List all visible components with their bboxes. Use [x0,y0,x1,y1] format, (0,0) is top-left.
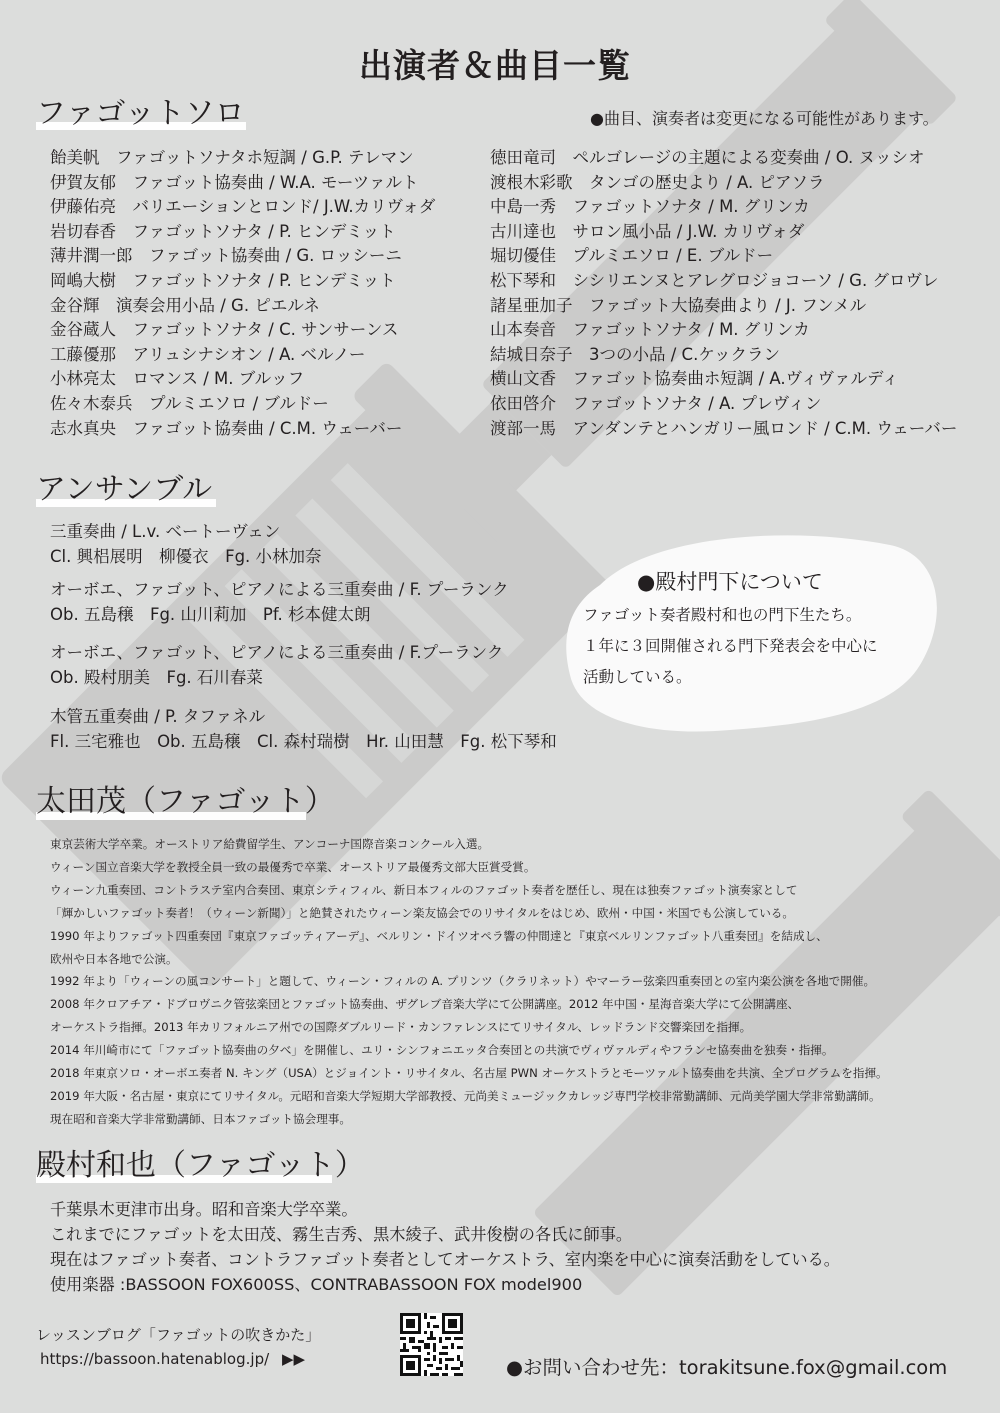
list-item: 古川達也 サロン風小品 / J.W. カリヴォダ [490,221,805,241]
bio-line: 1990 年よりファゴット四重奏団『東京ファゴッティアーデ』、ベルリン・ドイツオペラ響の仲間達と『東京ベルリンファゴット八重奏団』を結成し、 [50,928,828,943]
bio-line: ウィーン国立音楽大学を教授全員一致の最優秀で卒業、オーストリア最優秀文部大臣賞受賞。 [50,859,536,874]
list-item: 松下琴和 シシリエンヌとアレグロジョコーソ / G. グロヴレ [490,270,939,290]
bio-line: 2014 年川崎市にて「ファゴット協奏曲の夕べ」を開催し、ユリ・シンフォニエッタ合奏団との共演でヴィヴァルディやフランセ協奏曲を独奏・指揮。 [50,1043,834,1058]
blog-label: レッスンブログ「ファゴットの吹きかた」 [36,1326,321,1344]
list-item: 岩切春香 ファゴットソナタ / P. ヒンデミット [50,221,396,241]
list-item: 横山文香 ファゴット協奏曲ホ短調 / A.ヴィヴァルディ [490,369,899,389]
list-item: 金谷輝 演奏会用小品 / G. ピエルネ [50,295,320,315]
list-item: 小林亮太 ロマンス / M. ブルッフ [50,369,305,389]
ensemble-piece: オーボエ、ファゴット、ピアノによる三重奏曲 / F. プーランク [50,580,509,599]
list-item: 中島一秀 ファゴットソナタ / M. グリンカ [490,197,810,217]
bio-line: 1992 年より「ウィーンの風コンサート」と題して、ウィーン・フィルの A. プリンツ（クラリネット）やマーラー弦楽四重奏団との室内楽公演を各地で開催。 [50,974,876,989]
blog-url[interactable]: https://bassoon.hatenablog.jp/ [40,1350,270,1368]
list-item: 渡根木彩歌 タンゴの歴史より / A. ピアソラ [490,172,825,192]
list-item: 金谷蔵人 ファゴットソナタ / C. サンサーンス [50,320,399,340]
ensemble-group [50,577,509,627]
ensemble-players: Ob. 殿村朋美 Fg. 石川春菜 [50,668,263,687]
list-item: 志水真央 ファゴット協奏曲 / C.M. ウェーバー [50,418,403,438]
list-item: 山本奏音 ファゴットソナタ / M. グリンカ [490,320,810,340]
solo-list-left [50,146,435,441]
bio-line: これまでにファゴットを太田茂、霧生吉秀、黒木綾子、武井俊樹の各氏に師事。 [50,1225,633,1244]
bio-line: ウィーン九重奏団、コントラステ室内合奏団、東京シティフィル、新日本フィルのファゴット奏者を歴任し、現在は独奏ファゴット演奏家として [50,882,798,897]
section-heading-ensemble: アンサンブル [36,472,213,507]
qr-code-icon[interactable] [400,1313,463,1376]
ensemble-players: Cl. 興梠展明 柳優衣 Fg. 小林加奈 [50,547,322,566]
list-item: 工藤優那 アリュシナシオン / A. ベルノー [50,344,366,364]
list-item: 伊藤佑亮 バリエーションとロンド/ J.W.カリヴォダ [50,197,436,217]
bio-line: 使用楽器 :BASSOON FOX600SS、CONTRABASSOON FOX model900 [50,1275,583,1294]
list-item: 徳田竜司 ペルゴレージの主題による変奏曲 / O. ヌッシオ [490,148,925,167]
bio-line: オーケストラ指揮。2013 年カリフォルニア州での国際ダブルリード・カンファレンスにてリサイタル、レッドランド交響楽団を指揮。 [50,1020,752,1035]
ensemble-piece: 三重奏曲 / L.v. ベートーヴェン [50,522,281,541]
page-title: 出演者＆曲目一覧 [359,46,631,85]
about-line: ファゴット奏者殿村和也の門下生たち。 [583,606,862,624]
about-line: １年に３回開催される門下発表会を中心に [583,637,878,655]
ensemble-group [50,704,557,754]
bio-line: 2019 年大阪・名古屋・東京にてリサイタル。元昭和音楽大学短期大学部教授、元尚美ミュージックカレッジ専門学校非常勤講師、元尚美学園大学非常勤講師。 [50,1088,881,1103]
list-item: 伊賀友郁 ファゴット協奏曲 / W.A. モーツァルト [50,172,419,192]
section-heading-ota: 太田茂（ファゴット） [36,784,335,819]
bio-line: 2018 年東京ソロ・オーボエ奏者 N. キング（USA）とジョイント・リサイタル、名古屋 PWN オーケストラとモーツァルト協奏曲を共演、全プログラムを指揮。 [50,1066,888,1081]
ensemble-players: Fl. 三宅雅也 Ob. 五島穣 Cl. 森村瑞樹 Hr. 山田慧 Fg. 松下琴和 [50,732,557,751]
about-text [583,600,878,693]
list-item: 堀切優佳 プルミエソロ / E. ブルドー [490,246,774,266]
bio-line: 「輝かしいファゴット奏者！（ウィーン新聞）」と絶賛されたウィーン楽友協会でのリサイタルをはじめ、欧州・中国・米国でも公演している。 [50,905,794,920]
contact-email[interactable]: ●お問い合わせ先：torakitsune.fox@gmail.com [506,1356,948,1379]
list-item: 飴美帆 ファゴットソナタホ短調 / G.P. テレマン [50,148,414,167]
bio-line: 現在はファゴット奏者、コントラファゴット奏者としてオーケストラ、室内楽を中心に演奏活動をしている。 [50,1250,840,1269]
ensemble-piece: オーボエ、ファゴット、ピアノによる三重奏曲 / F.プーランク [50,643,504,662]
ensemble-players: Ob. 五島穣 Fg. 山川莉加 Pf. 杉本健太朗 [50,605,371,624]
section-heading-tonomura: 殿村和也（ファゴット） [36,1148,365,1183]
about-title: ●殿村門下について [637,570,823,594]
bio-line: 現在昭和音楽大学非常勤講師、日本ファゴット協会理事。 [50,1111,351,1126]
tonomura-bio [50,1197,840,1297]
arrow-icon: ▶▶ [281,1350,306,1368]
list-item: 岡嶋大樹 ファゴットソナタ / P. ヒンデミット [50,270,396,290]
list-item: 結城日奈子 3つの小品 / C.ケックラン [490,344,780,364]
list-item: 薄井潤一郎 ファゴット協奏曲 / G. ロッシーニ [50,246,402,266]
bio-line: 欧州や日本各地で公演。 [50,951,178,966]
bio-line: 千葉県木更津市出身。昭和音楽大学卒業。 [50,1200,358,1219]
ensemble-piece: 木管五重奏曲 / P. タファネル [50,707,266,726]
list-item: 渡部一馬 アンダンテとハンガリー風ロンド / C.M. ウェーバー [490,418,958,438]
bio-line: 2008 年クロアチア・ドブロヴニク管弦楽団とファゴット協奏曲、ザグレブ音楽大学にて公開講座。2012 年中国・星海音楽大学にて公開講座、 [50,997,800,1012]
blog-link[interactable] [40,1350,305,1368]
list-item: 諸星亜加子 ファゴット大協奏曲より / J. フンメル [490,295,867,315]
about-line: 活動している。 [583,668,692,686]
solo-list-right [490,146,957,441]
section-heading-solo: ファゴットソロ [36,96,245,131]
list-item: 佐々木泰兵 プルミエソロ / ブルドー [50,393,329,413]
change-notice: ●曲目、演奏者は変更になる可能性があります。 [590,109,939,128]
ota-bio [50,833,888,1131]
list-item: 依田啓介 ファゴットソナタ / A. プレヴィン [490,393,822,413]
ensemble-group [50,640,503,690]
ensemble-group [50,519,322,569]
bio-line: 東京芸術大学卒業。オーストリア給費留学生、アンコーナ国際音楽コンクール入選。 [50,837,490,851]
